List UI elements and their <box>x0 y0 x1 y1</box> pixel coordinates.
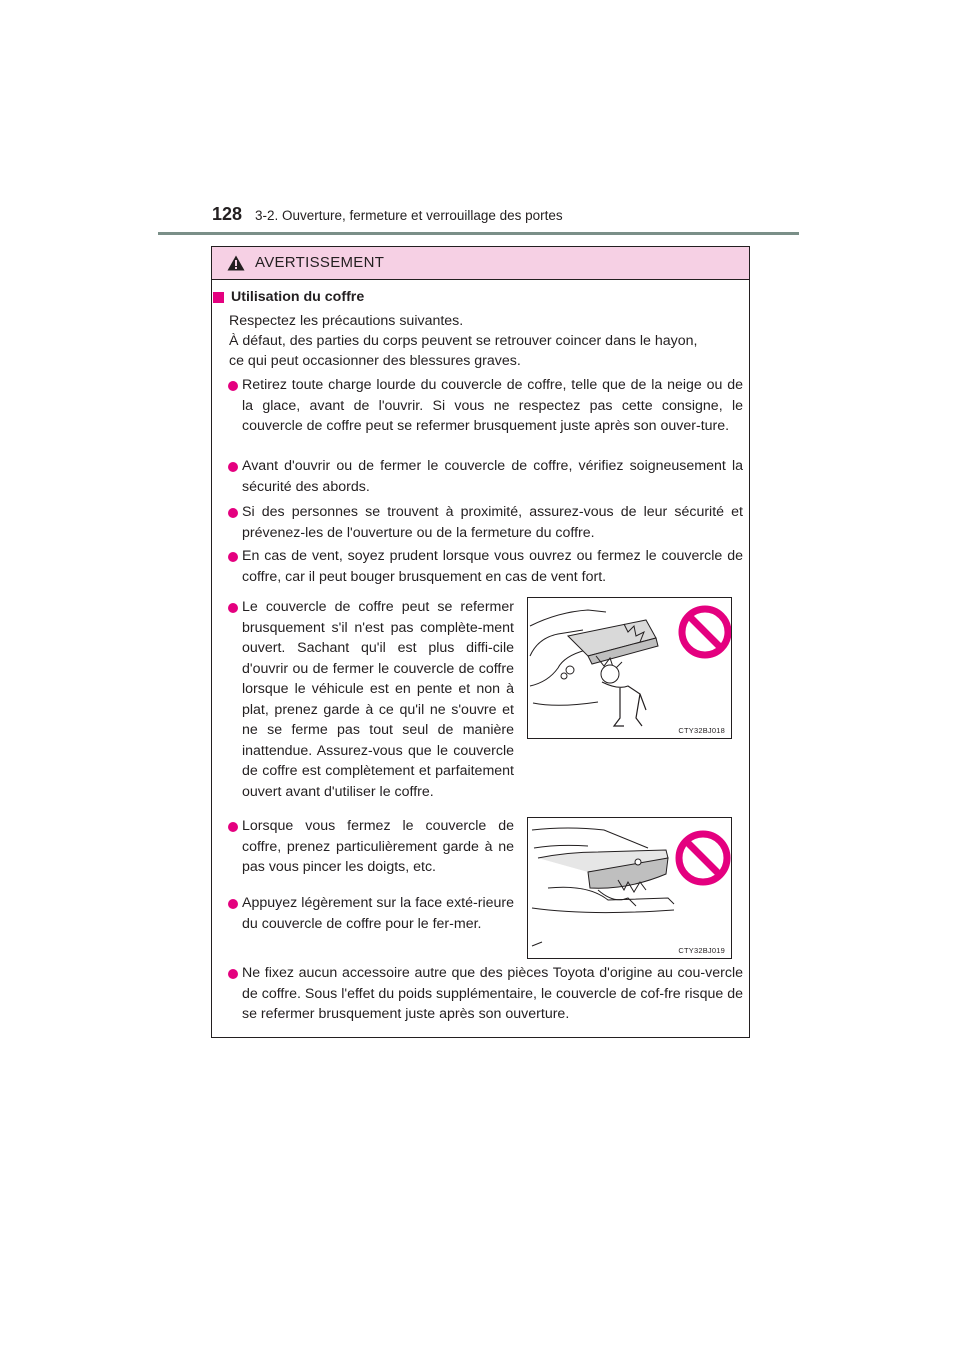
prohibition-icon <box>679 834 727 882</box>
subsection-title: Utilisation du coffre <box>231 289 365 305</box>
bullet-dot-icon <box>228 899 238 909</box>
bullet-text: Ne fixez aucun accessoire autre que des pièces Toyota d'origine au cou-vercle de coffre. Sous l'effet du poids supplémentaire, le couvercle de cof-fre risque de se refermer brusquement juste après son ouverture. <box>242 965 743 1022</box>
bullet-dot-icon <box>228 508 238 518</box>
bullet-text: Retirez toute charge lourde du couvercle de coffre, telle que de la neige ou de la glace, avant de l'ouvrir. Si vous ne respectez pas cette consigne, le couvercle de coffre peut se refermer brusquement juste après son ouver-ture. <box>242 377 743 434</box>
bullet-text: Lorsque vous fermez le couvercle de coffre, prenez particulièrement garde à ne pas vous pincer les doigts, etc. <box>242 818 514 875</box>
warning-header <box>212 247 749 280</box>
bullet-text: Si des personnes se trouvent à proximité, assurez-vous de leur sécurité et prévenez-les de l'ouverture ou de la fermeture du coffre. <box>242 504 743 541</box>
bullet-dot-icon <box>228 462 238 472</box>
bullet-text: Avant d'ouvrir ou de fermer le couvercle de coffre, vérifiez soigneusement la sécurité des abords. <box>242 458 743 495</box>
section-title: 3-2. Ouverture, fermeture et verrouillage des portes <box>255 208 563 223</box>
warning-triangle-icon <box>227 255 245 271</box>
bullet-text: En cas de vent, soyez prudent lorsque vous ouvrez ou fermez le couvercle de coffre, car il peut bouger brusquement en cas de vent fort. <box>242 548 743 585</box>
bullet-text: Le couvercle de coffre peut se refermer brusquement s'il n'est pas complète-ment ouvert. Sachant qu'il est plus diffi-cile d'ouvrir ou de fermer le couvercle de coffre lorsque le véhicule est en pente et non à plat, prenez garde à ce qu'il ne s'ouvre et ne se ferme pas tout seul de manière inattendue. Assurez-vous que le couvercle de coffre est complètement et parfaitement ouvert avant d'utiliser le coffre. <box>242 599 514 800</box>
figure-trunk-closing <box>527 817 732 959</box>
bullet-dot-icon <box>228 822 238 832</box>
figure-code: CTY32BJ019 <box>678 946 725 955</box>
header-divider <box>158 232 799 235</box>
figure-code: CTY32BJ018 <box>678 726 725 735</box>
page-number: 128 <box>212 204 243 224</box>
intro-line: ce qui peut occasionner des blessures graves. <box>229 353 521 369</box>
bullet-dot-icon <box>228 969 238 979</box>
bullet-text: Appuyez légèrement sur la face exté-rieure du couvercle de coffre pour le fer-mer. <box>242 895 514 932</box>
prohibition-icon <box>682 609 728 655</box>
warning-title: AVERTISSEMENT <box>255 254 385 271</box>
intro-line: Respectez les précautions suivantes. <box>229 313 464 329</box>
bullet-dot-icon <box>228 381 238 391</box>
bullet-dot-icon <box>228 552 238 562</box>
intro-line: À défaut, des parties du corps peuvent se retrouver coincer dans le hayon, <box>229 333 698 349</box>
figure-trunk-open <box>527 597 732 739</box>
bullet-dot-icon <box>228 603 238 613</box>
subsection-square-icon <box>213 292 224 303</box>
